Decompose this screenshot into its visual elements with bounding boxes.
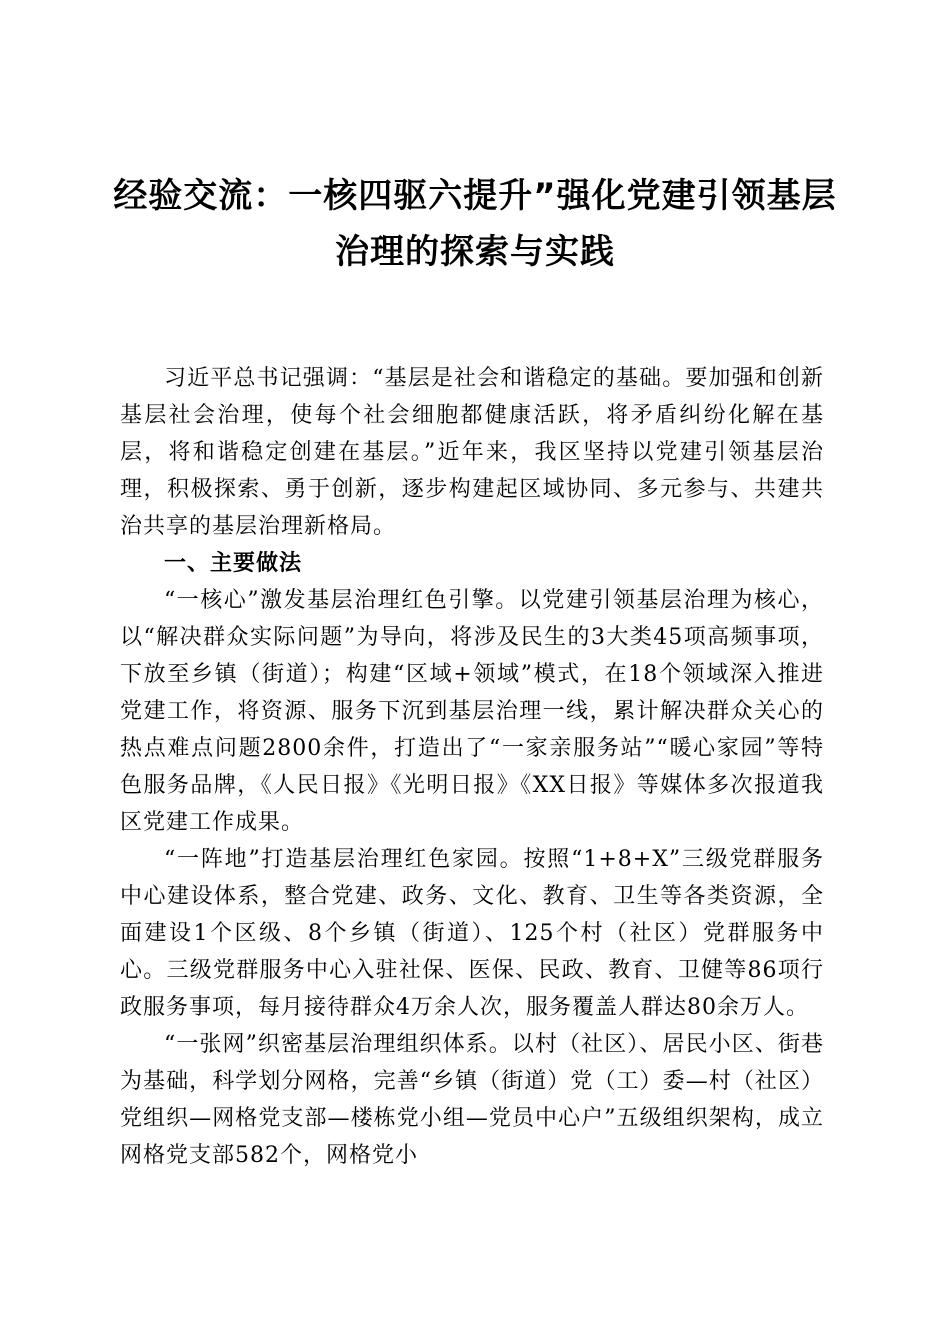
- document-body: [120, 360, 824, 1174]
- paragraph-position: “一阵地”打造基层治理红色家园。按照“1+8+X”三级党群服务中心建设体系，整合党建、政务、文化、教育、卫生等各类资源，全面建设1个区级、8个乡镇（街道）、125个村（社区）党群服务中心。三级党群服务中心入驻社保、医保、民政、教育、卫健等86项行政服务事项，每月接待群众4万余人次，服务覆盖人群达80余万人。: [120, 847, 824, 1020]
- paragraph-network: “一张网”织密基层治理组织体系。以村（社区）、居民小区、街巷为基础，科学划分网格，完善“乡镇（街道）党（工）委—村（社区）党组织—网格党支部—楼栋党小组—党员中心户”五级组织架构，成立网格党支部582个，网格党小: [120, 1032, 824, 1168]
- intro-paragraph: 习近平总书记强调：“基层是社会和谐稳定的基础。要加强和创新基层社会治理，使每个社会细胞都健康活跃，将矛盾纠纷化解在基层，将和谐稳定创建在基层。”近年来，我区坚持以党建引领基层治理，积极探索、勇于创新，逐步构建起区域协同、多元参与、共建共治共享的基层治理新格局。: [120, 366, 824, 539]
- paragraph-core: “一核心”激发基层治理红色引擎。以党建引领基层治理为核心，以“解决群众实际问题”为导向，将涉及民生的3大类45项高频事项，下放至乡镇（街道）；构建“区域+领域”模式，在18个领域深入推进党建工作，将资源、服务下沉到基层治理一线，累计解决群众关心的热点难点问题2800余件，打造出了“一家亲服务站”“暖心家园”等特色服务品牌，《人民日报》《光明日报》《XX日报》等媒体多次报道我区党建工作成果。: [120, 588, 824, 835]
- document-title: 经验交流：一核四驱六提升”强化党建引领基层治理的探索与实践: [113, 176, 837, 272]
- section-heading: 一、主要做法: [164, 551, 303, 576]
